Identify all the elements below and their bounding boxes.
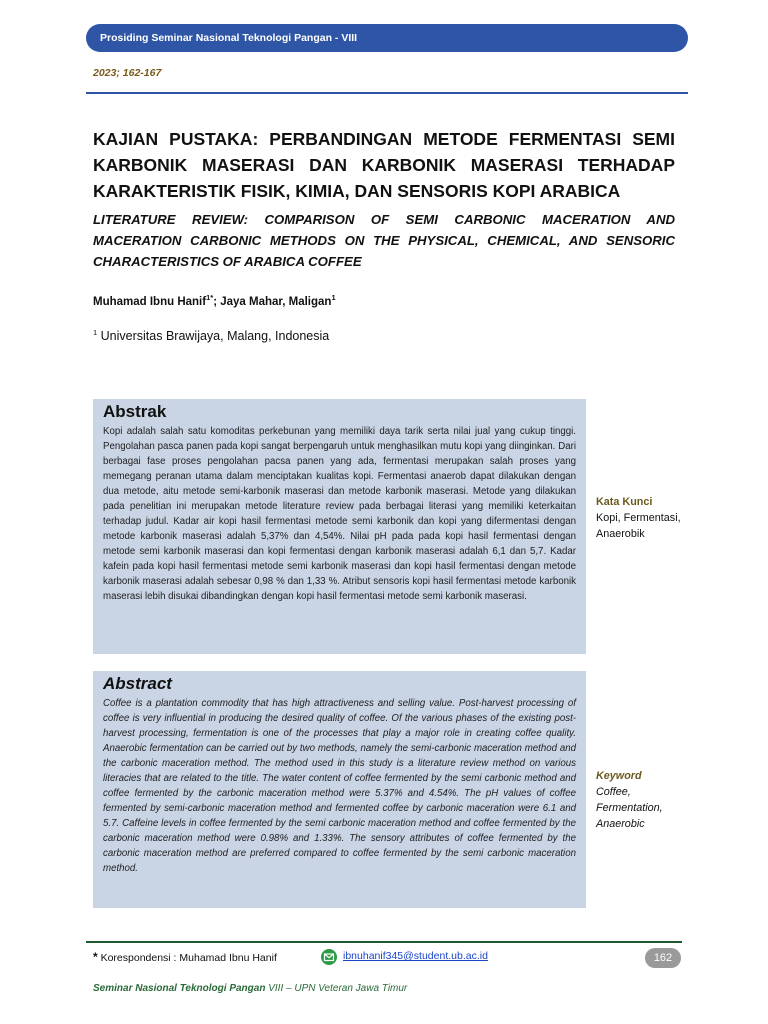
- abstrak-box: [93, 399, 586, 654]
- keyword-line1: Coffee,: [596, 786, 631, 798]
- volume-pages: 2023; 162-167: [93, 67, 162, 79]
- footer-seminar-rest: VIII – UPN Veteran Jawa Timur: [265, 983, 408, 994]
- footer-seminar-name: Seminar Nasional Teknologi Pangan: [93, 983, 266, 994]
- envelope-glyph: [321, 949, 337, 965]
- affiliation: [93, 328, 329, 343]
- keyword-line3: Anaerobic: [596, 818, 645, 830]
- keyword-heading: Keyword: [596, 770, 642, 782]
- mail-icon: [321, 949, 337, 965]
- coauthor-names: ; Jaya Mahar, Maligan: [213, 295, 332, 308]
- affiliation-text: Universitas Brawijaya, Malang, Indonesia: [100, 329, 330, 344]
- footer-seminar: [93, 983, 407, 994]
- abstrak-heading: Abstrak: [103, 402, 167, 421]
- paper-title-english: LITERATURE REVIEW: COMPARISON OF SEMI CARBONIC MACERATION AND MACERATION CARBONIC METHODS ON THE PHYSICAL, CHEMICAL, AND SENSORIC CHARACTERISTICS OF ARABICA COFFEE: [93, 212, 675, 269]
- abstract-box: [93, 671, 586, 908]
- journal-name: Prosiding Seminar Nasional Teknologi Pangan - VIII: [100, 32, 358, 44]
- correspondence-text: Korespondensi : Muhamad Ibnu Hanif: [97, 952, 277, 964]
- abstract-body: Coffee is a plantation commodity that has high attractiveness and selling value. Post-harvest processing of coffee is very influential in producing the desired quality of coffee. Of the various phases of the existing post-harvest processing, fermentation is one of the processes that play a major role in creating coffee quality. Anaerobic fermentation can be carried out by two methods, namely the semi-carbonic maceration method and the carbonic maceration method. The method used in this study is a literature review method on various literacies that are related to the title. The water content of coffee fermented by the semi carbonic method and coffee fermented by the carbonic maceration method were 5.37% and 4.54%. The pH values of coffee fermented by semi-carbonic maceration method and fermented coffee by carbonic maceration were 6.1 and 5.7. Caffeine levels in coffee fermented by the semi carbonic maceration method and coffee fermented by the carbonic maceration method were 0.98% and 1.33%. The sensory attributes of coffee fermented by the carbonic maceration method are preferred compared to coffee fermented by the semi carbonic maceration method.: [103, 698, 576, 874]
- correspondence: [93, 950, 277, 964]
- author-name: Muhamad Ibnu Hanif: [93, 295, 207, 308]
- kata-kunci-heading: Kata Kunci: [596, 496, 653, 508]
- header-divider: [86, 92, 688, 94]
- kata-kunci-block: [596, 494, 706, 542]
- coauthor-superscript: 1: [331, 293, 336, 302]
- author-list: [93, 293, 336, 308]
- author-superscript: 1*: [206, 293, 214, 302]
- kata-kunci-line1: Kopi, Fermentasi,: [596, 512, 681, 524]
- correspondence-star: *: [93, 950, 98, 964]
- abstract-heading: Abstract: [103, 674, 172, 693]
- abstrak-body: Kopi adalah salah satu komoditas perkebunan yang memiliki daya tarik serta nilai jual yang cukup tinggi. Pengolahan pasca panen pada kopi sangat berpengaruh untuk menghasilkan mutu kopi yang diinginkan. Dari berbagai fase proses pengolahan pacsa panen yang ada, fermentasi merupakan salah proses yang memegang peranan utama dalam menciptakan kualitas kopi. Fermentasi anaerob dapat dilakukan dengan dua metode, aitu metode semi-karbonik maserasi dan metode karbonik maserasi. Metode yang dilakukan pada penelitian ini merupakan metode literature review pada berbagai literasi yang memiliki keterkaitan terhadap judul. Kadar air kopi hasil fermentasi metode semi karbonik dan kopi yang difermentasi dengan metode karbonik maserasi adalah 5,37% dan 4,54%. Nilai pH pada pada kopi hasil fermentasi dengan metode semi karbonik maserasi dan kopi fermentasi dengan karbonik maserasi adalah 6,1 dan 5,7. Kadar kafein pada kopi hasil fermentasi metode semi karbonik maserasi dan kopi hasil fermentasi dengan metode karbonik maserasi adalah sebesar 0,98 % dan 1,33 %. Atribut sensoris kopi hasil fermentasi metode karbonik maserasi lebih disukai dibandingkan dengan kopi hasil fermentasi metode semi karbonik maserasi.: [103, 426, 576, 602]
- footer-divider: [86, 941, 682, 943]
- page-number: 162: [645, 948, 681, 968]
- keyword-block: [596, 768, 706, 832]
- email-link[interactable]: ibnuhanif345@student.ub.ac.id: [343, 950, 488, 962]
- paper-title-indonesian: KAJIAN PUSTAKA: PERBANDINGAN METODE FERMENTASI SEMI KARBONIK MASERASI DAN KARBONIK MASERASI TERHADAP KARAKTERISTIK FISIK, KIMIA, DAN SENSORIS KOPI ARABICA: [93, 129, 675, 201]
- kata-kunci-line2: Anaerobik: [596, 528, 645, 540]
- journal-banner: [86, 24, 688, 52]
- keyword-line2: Fermentation,: [596, 802, 663, 814]
- affiliation-superscript: 1: [93, 328, 98, 337]
